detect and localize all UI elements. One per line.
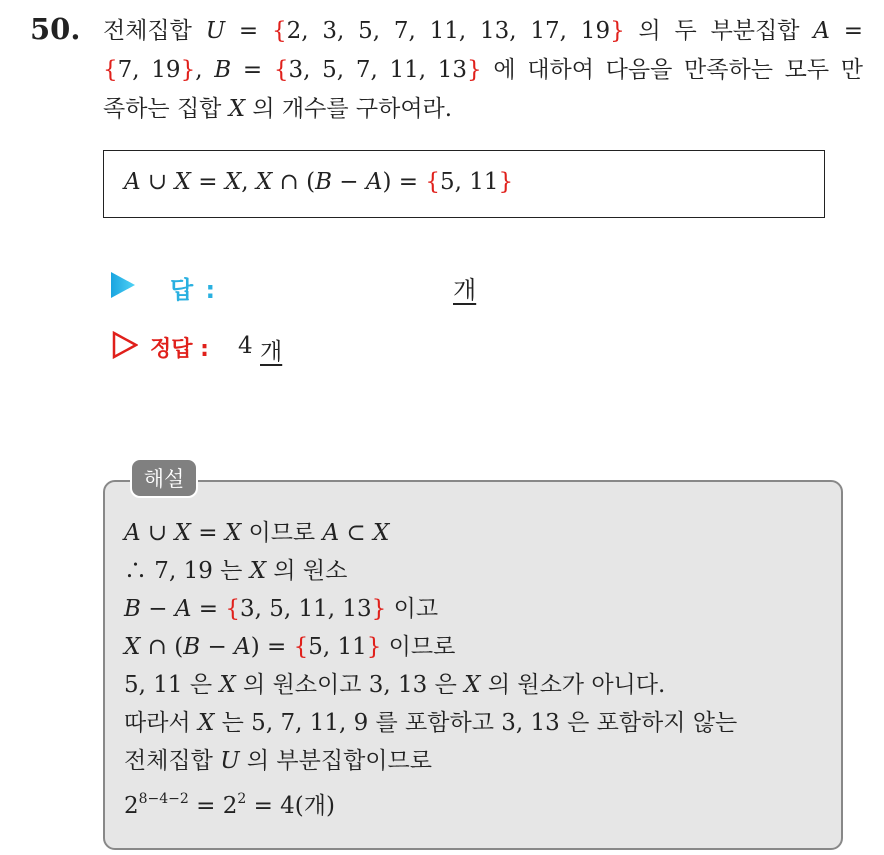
outline-triangle-icon (112, 331, 138, 359)
math-op: ∩ ( (272, 169, 316, 195)
solution-line (124, 666, 834, 704)
answer-label: 답 : (170, 276, 218, 304)
condition-box (103, 150, 825, 218)
text: = 4(개) (246, 793, 335, 819)
correct-answer-unit: 개 (260, 339, 283, 365)
set-elements: 3, 5, 11, 13 (239, 596, 372, 622)
math-var: A (813, 18, 830, 44)
math-var: A (174, 596, 192, 622)
set-brace-close: } (467, 57, 482, 83)
math-op: ⊂ (339, 520, 373, 546)
math-var: X (197, 710, 215, 736)
math-var: X (228, 96, 246, 122)
math-var: A (234, 634, 251, 660)
problem-line-2 (103, 51, 863, 90)
condition-formula (124, 169, 513, 195)
correct-answer-label: 정답 : (150, 337, 209, 362)
set-brace-open: { (273, 57, 289, 83)
text: 에 대하여 다음을 만족하는 모두 만 (481, 57, 864, 83)
math-op: ) = (382, 169, 426, 195)
problem-line-1 (103, 12, 863, 51)
math-var: B (124, 596, 141, 622)
math-var: X (174, 169, 191, 195)
set-brace-close: } (180, 57, 196, 83)
text: , (195, 57, 215, 83)
text: 이고 (386, 596, 439, 622)
math-op: = (190, 169, 225, 195)
math-var: B (315, 169, 332, 195)
problem-line-3 (103, 90, 863, 129)
math-var: A (124, 520, 141, 546)
math-op: − (140, 596, 175, 622)
text: 이므로 (381, 634, 456, 660)
set-a-elements: 7, 19 (117, 57, 181, 83)
math-exponent: 8−4−2 (138, 791, 189, 807)
solution-tab: 해설 (130, 458, 198, 498)
text: 의 원소이고 3, 13 은 (235, 672, 465, 698)
math-var: A (365, 169, 383, 195)
set-brace-close: } (498, 169, 514, 195)
text: 5, 11 은 (124, 672, 220, 698)
text: = (829, 18, 863, 44)
math-var: X (219, 672, 236, 698)
text: 이므로 (241, 520, 323, 546)
text: 의 부분집합이므로 (239, 748, 432, 774)
universal-set-elements: 2, 3, 5, 7, 11, 13, 17, 19 (286, 18, 611, 44)
solution-line (124, 514, 834, 552)
text: 전체집합 (103, 18, 206, 44)
text: = (225, 18, 272, 44)
text: 족하는 집합 (103, 96, 229, 122)
math-op: = (190, 520, 225, 546)
text: 의 개수를 구하여라. (245, 96, 453, 122)
math-var: X (249, 558, 267, 584)
math-op: − (200, 634, 235, 660)
math-op: = (191, 596, 226, 622)
solution-line (124, 552, 834, 590)
text: 의 두 부분집합 (624, 18, 814, 44)
math-var: X (255, 169, 273, 195)
text: = (231, 57, 274, 83)
solution-line (124, 628, 834, 666)
set-brace-open: { (293, 634, 309, 660)
solution-line (124, 704, 834, 742)
math-var: X (124, 634, 141, 660)
text: 의 원소 (266, 558, 348, 584)
answer-unit: 개 (453, 276, 477, 304)
solution-body (124, 514, 834, 820)
math-var: U (220, 748, 240, 774)
set-brace-open: { (103, 57, 118, 83)
set-b-elements: 3, 5, 7, 11, 13 (288, 57, 468, 83)
math-var: A (124, 169, 141, 195)
set-brace-open: { (225, 596, 240, 622)
math-op: = 2 (188, 793, 238, 819)
set-brace-open: { (425, 169, 441, 195)
set-brace-close: } (366, 634, 382, 660)
set-brace-close: } (610, 18, 625, 44)
set-brace-close: } (371, 596, 387, 622)
math-base: 2 (124, 793, 139, 819)
math-var: X (174, 520, 191, 546)
math-var: X (224, 169, 242, 195)
problem-statement (103, 12, 863, 129)
math-var: U (205, 18, 226, 44)
math-op: − (331, 169, 366, 195)
math-op: , (241, 169, 256, 195)
text: 따라서 (124, 710, 198, 736)
math-var: X (464, 672, 481, 698)
text: 는 5, 7, 11, 9 를 포함하고 3, 13 은 포함하지 않는 (214, 710, 738, 736)
set-elements: 5, 11 (308, 634, 367, 660)
math-op: ∩ ( (140, 634, 184, 660)
text: 의 원소가 아니다. (480, 672, 666, 698)
correct-answer-value: 4 (238, 333, 253, 359)
solution-line (124, 590, 834, 628)
math-var: B (214, 57, 232, 83)
math-var: A (322, 520, 340, 546)
math-exponent: 2 (237, 791, 247, 807)
solution-line (124, 780, 834, 820)
condition-set-elements: 5, 11 (440, 169, 499, 195)
math-op: ) = (250, 634, 294, 660)
math-var: X (224, 520, 242, 546)
set-brace-open: { (271, 18, 287, 44)
problem-number: 50. (30, 12, 81, 46)
solution-line (124, 742, 834, 780)
play-triangle-icon (110, 271, 136, 299)
math-var: B (183, 634, 201, 660)
math-op: ∪ (140, 169, 175, 195)
text: 전체집합 (124, 748, 221, 774)
math-op: ∪ (140, 520, 175, 546)
text: ∴ 7, 19 는 (124, 558, 250, 584)
math-var: X (373, 520, 390, 546)
